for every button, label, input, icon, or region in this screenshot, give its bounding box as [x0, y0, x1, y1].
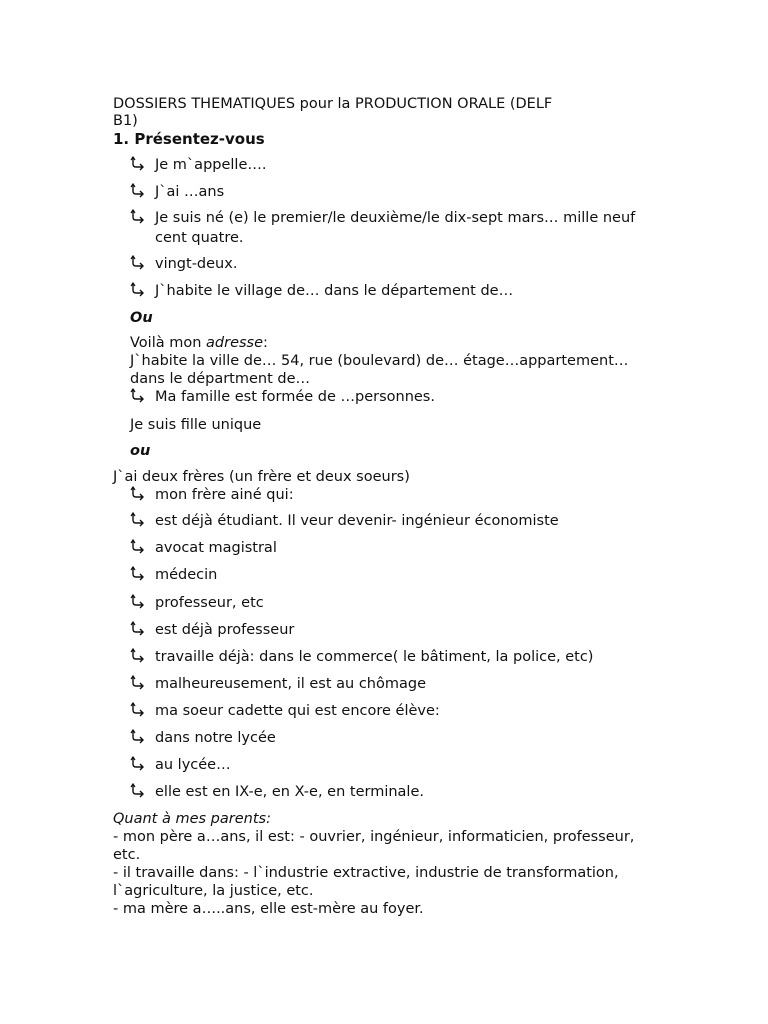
- list-item-text: ma soeur cadette qui est encore élève:: [155, 703, 440, 719]
- freres-text: J`ai deux frères (un frère et deux soeurs): [113, 469, 410, 485]
- list-item-text: avocat magistral: [155, 540, 277, 556]
- list-item-text: professeur, etc: [155, 595, 264, 611]
- list-item-text: vingt-deux.: [155, 256, 238, 272]
- section-heading: 1. Présentez-vous: [113, 130, 265, 148]
- document-title-line2: B1): [113, 113, 138, 129]
- list-item-text: Je suis né (e) le premier/le deuxième/le dix-sept mars… mille neuf: [155, 210, 636, 226]
- list-item-text: est déjà étudiant. Il veur devenir- ingénieur économiste: [155, 513, 559, 529]
- adresse-text-line1: J`habite la ville de… 54, rue (boulevard) de… étage…appartement…: [130, 353, 629, 369]
- hook-arrow-icon: [130, 566, 148, 588]
- fille-unique-text: Je suis fille unique: [130, 417, 262, 433]
- list-item-text: elle est en IX-e, en X-e, en terminale.: [155, 784, 424, 800]
- list-item-text: Ma famille est formée de …personnes.: [155, 389, 435, 405]
- list-item-text: médecin: [155, 567, 218, 583]
- adresse-line: Voilà mon adresse:: [130, 335, 268, 351]
- hook-arrow-icon: [130, 539, 148, 561]
- document-title-line1: DOSSIERS THEMATIQUES pour la PRODUCTION ORALE (DELF: [113, 96, 553, 112]
- list-item-text: est déjà professeur: [155, 622, 295, 638]
- ou-label: ou: [130, 443, 151, 459]
- ou-label: Ou: [130, 310, 153, 326]
- hook-arrow-icon: [130, 702, 148, 724]
- hook-arrow-icon: [130, 209, 148, 231]
- hook-arrow-icon: [130, 594, 148, 616]
- hook-arrow-icon: [130, 282, 148, 304]
- hook-arrow-icon: [130, 388, 148, 410]
- list-item-text: dans notre lycée: [155, 730, 276, 746]
- list-item-text: J`ai …ans: [155, 184, 225, 200]
- hook-arrow-icon: [130, 729, 148, 751]
- hook-arrow-icon: [130, 512, 148, 534]
- list-item-text: Je m`appelle….: [155, 157, 267, 173]
- adresse-text-line2: dans le départment de…: [130, 371, 311, 387]
- parents-line: etc.: [113, 847, 141, 863]
- parents-line: - mon père a…ans, il est: - ouvrier, ingénieur, informaticien, professeur,: [113, 829, 635, 845]
- hook-arrow-icon: [130, 255, 148, 277]
- hook-arrow-icon: [130, 675, 148, 697]
- parents-line: - il travaille dans: - l`industrie extractive, industrie de transformation,: [113, 865, 619, 881]
- hook-arrow-icon: [130, 486, 148, 508]
- hook-arrow-icon: [130, 756, 148, 778]
- parents-line: l`agriculture, la justice, etc.: [113, 883, 314, 899]
- parents-heading: Quant à mes parents:: [113, 811, 271, 827]
- parents-line: - ma mère a…..ans, elle est-mère au foyer.: [113, 901, 424, 917]
- list-item-continuation: cent quatre.: [155, 230, 244, 246]
- hook-arrow-icon: [130, 783, 148, 805]
- list-item-text: travaille déjà: dans le commerce( le bâtiment, la police, etc): [155, 649, 594, 665]
- hook-arrow-icon: [130, 621, 148, 643]
- hook-arrow-icon: [130, 648, 148, 670]
- list-item-text: malheureusement, il est au chômage: [155, 676, 426, 692]
- hook-arrow-icon: [130, 183, 148, 205]
- list-item-text: au lycée…: [155, 757, 231, 773]
- list-item-text: mon frère ainé qui:: [155, 487, 294, 503]
- list-item-text: J`habite le village de… dans le département de…: [155, 283, 514, 299]
- hook-arrow-icon: [130, 156, 148, 178]
